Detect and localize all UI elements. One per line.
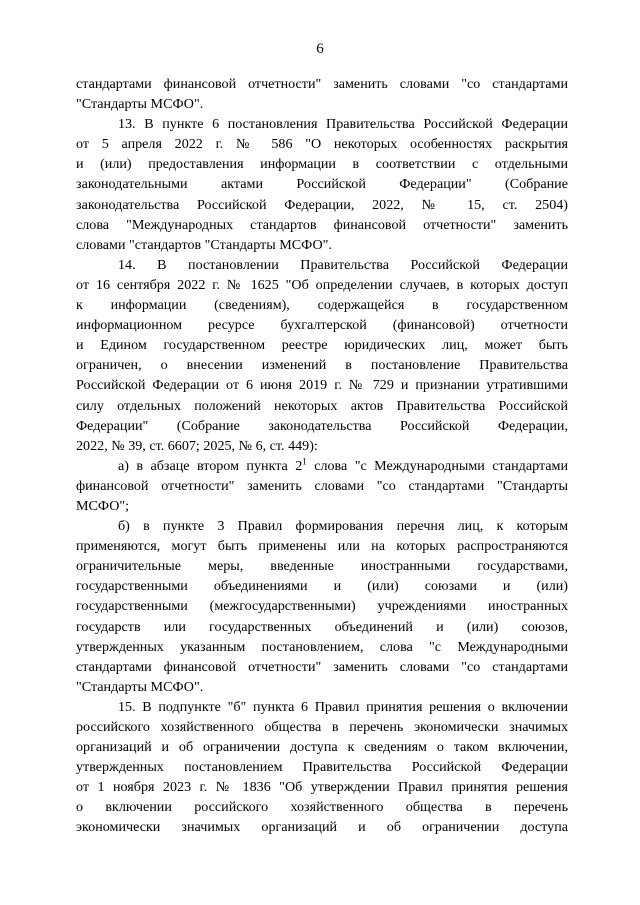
text-line: российского хозяйственного общества в перечень экономически значимых [76, 719, 568, 735]
text-line: к информации (сведениям), содержащейся в государственном [76, 297, 568, 314]
text-line: от 1 ноября 2023 г. № 1836 "Об утверждении Правил принятия решения [76, 779, 568, 796]
text-line: стандартами финансовой отчетности" заменить словами "со стандартами [76, 658, 568, 675]
text-line: 15. В подпункте "б" пункта 6 Правил принятия решения о включении [118, 698, 568, 715]
text-line: информационном ресурсе бухгалтерской (финансовой) отчетности [76, 317, 568, 334]
text-line: применяются, могут быть применены или на которых распространяются [76, 538, 568, 555]
text-line: Российской Федерации от 6 июня 2019 г. № 729 и признании утратившими [76, 377, 568, 394]
text-line: слова "Международных стандартов финансовой отчетности" заменить [76, 216, 568, 233]
text-line: стандартами финансовой отчетности" заменить словами "со стандартами [76, 76, 568, 92]
text-line: и Едином государственном реестре юридических лиц, может быть [76, 337, 568, 354]
text-line: финансовой отчетности" заменить словами "со стандартами "Стандарты [76, 477, 568, 494]
text-line: б) в пункте 3 Правил формирования перечня лиц, к которым [118, 518, 568, 535]
text-line: ограничен, о внесении изменений в постановление Правительства [76, 357, 568, 374]
text-line: государственными объединениями и (или) союзами и (или) [76, 578, 568, 595]
text-line: организаций и об ограничении доступа к сведениям о таком включении, [76, 739, 568, 756]
text-line: силу отдельных положений некоторых актов Правительства Российской [76, 397, 568, 414]
text-line: утвержденных указанным постановлением, слова "с Международными [76, 638, 568, 655]
text-line: экономически значимых организаций и об ограничении доступа [76, 819, 568, 836]
text-line: утвержденных постановлением Правительства Российской Федерации [76, 759, 568, 776]
text-line: 13. В пункте 6 постановления Правительства Российской Федерации [118, 116, 568, 133]
text-line: Федерации" (Собрание законодательства Российской Федерации, [76, 417, 568, 434]
text-line: законодательными актами Российской Федерации" (Собрание [76, 176, 568, 193]
text-line: и (или) предоставления информации в соответствии с отдельными [76, 156, 568, 173]
text-line: ограничительные меры, введенные иностранными государствами, [76, 558, 568, 575]
text-line: словами "стандартов "Стандарты МСФО". [76, 236, 332, 253]
page-number: 6 [316, 41, 324, 57]
text-line: государственными (межгосударственными) учреждениями иностранных [76, 598, 568, 615]
text-line: 14. В постановлении Правительства Российской Федерации [118, 256, 568, 273]
text-fragment: а) в абзаце втором пункта 2 [118, 457, 303, 474]
text-line: государств или государственных объединений и (или) союзов, [76, 618, 568, 635]
superscript: 1 [302, 456, 307, 467]
text-line: "Стандарты МСФО". [76, 678, 204, 695]
text-line: "Стандарты МСФО". [76, 96, 204, 113]
document-body [76, 74, 568, 838]
text-line [76, 456, 568, 476]
text-line: МСФО"; [76, 497, 130, 514]
text-line: 2022, № 39, ст. 6607; 2025, № 6, ст. 449): [76, 437, 318, 454]
text-fragment: слова "с Международными стандартами [306, 457, 568, 474]
text-line: законодательства Российской Федерации, 2022, № 15, ст. 2504) [76, 196, 568, 213]
text-line: о включении российского хозяйственного общества в перечень [76, 799, 568, 816]
text-line: от 5 апреля 2022 г. № 586 "О некоторых особенностях раскрытия [76, 136, 568, 153]
text-line: от 16 сентября 2022 г. № 1625 "Об определении случаев, в которых доступ [76, 276, 568, 293]
